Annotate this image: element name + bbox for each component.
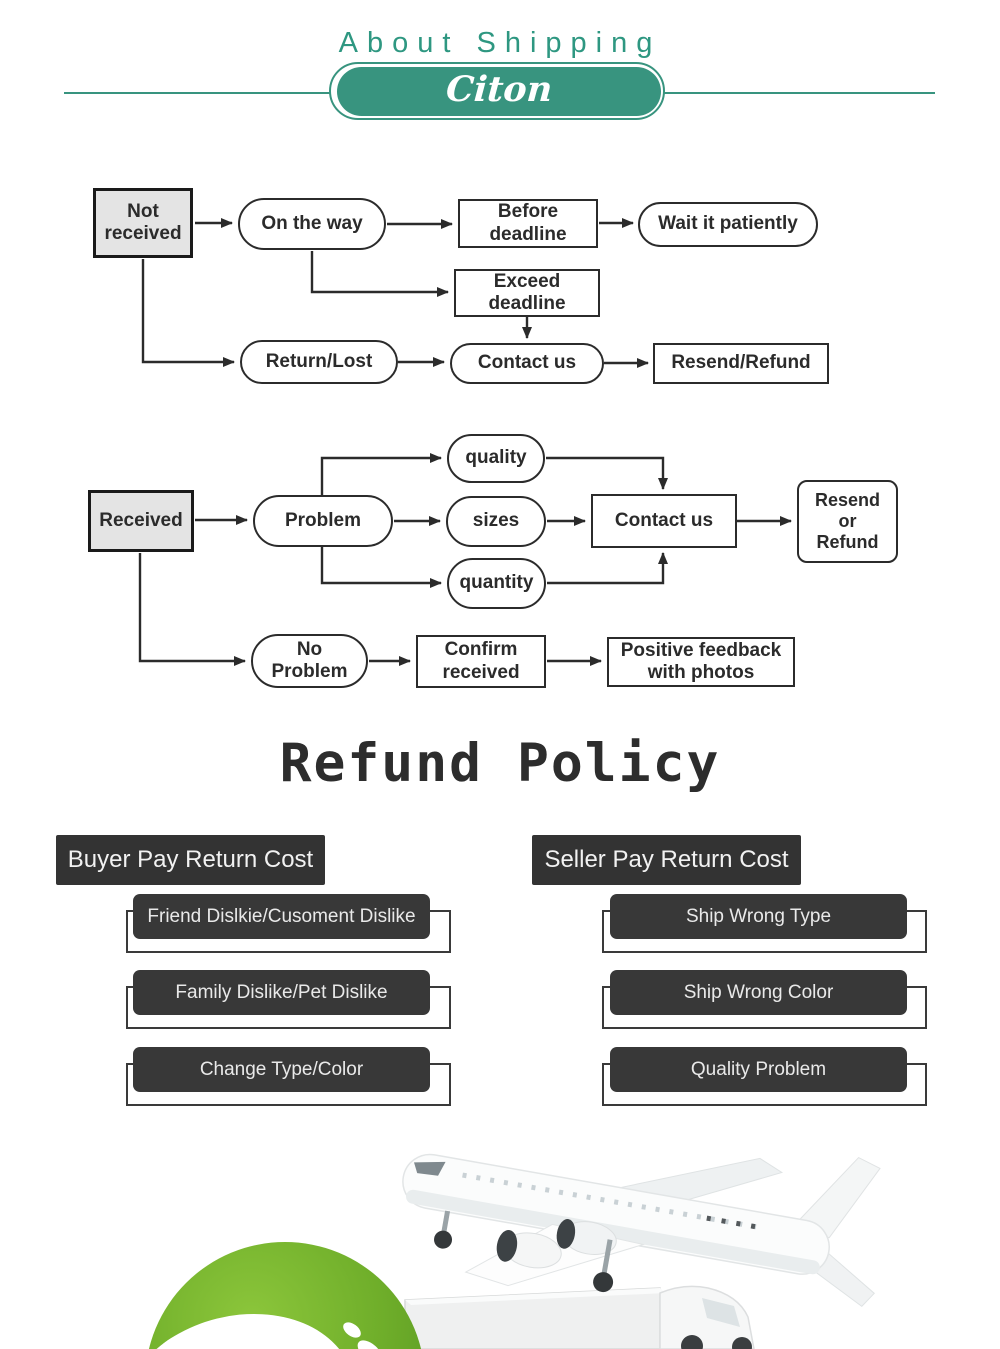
flow-node-no-problem: No Problem — [251, 634, 368, 688]
flow-node-quality: quality — [447, 434, 545, 483]
flow-node-contact-us-2: Contact us — [591, 494, 737, 548]
flow-node-confirm-received: Confirm received — [416, 635, 546, 688]
truck-illustration — [405, 1286, 754, 1349]
flow-node-on-the-way: On the way — [238, 198, 386, 250]
buyer-item-3: Change Type/Color — [133, 1047, 430, 1092]
flow-node-received: Received — [88, 490, 194, 552]
seller-item-1: Ship Wrong Type — [610, 894, 907, 939]
flow-node-quantity: quantity — [447, 558, 546, 609]
shipping-illustration — [0, 1089, 1000, 1349]
buyer-pay-header: Buyer Pay Return Cost — [56, 835, 325, 885]
flow-node-return-lost: Return/Lost — [240, 340, 398, 384]
flow-node-positive-feedback: Positive feedback with photos — [607, 637, 795, 687]
flow-node-contact-us-1: Contact us — [450, 343, 604, 384]
about-shipping-heading: About Shipping — [338, 27, 662, 59]
flow-node-problem: Problem — [253, 495, 393, 547]
flow-node-wait-it-patiently: Wait it patiently — [638, 202, 818, 247]
flow-node-not-received: Not received — [93, 188, 193, 258]
buyer-item-2: Family Dislike/Pet Dislike — [133, 970, 430, 1015]
buyer-item-1: Friend Dislkie/Cusoment Dislike — [133, 894, 430, 939]
flow-node-sizes: sizes — [446, 496, 546, 547]
flow-node-resend-refund: Resend/Refund — [653, 343, 829, 384]
flow-node-resend-or-refund: Resend or Refund — [797, 480, 898, 563]
flow-node-exceed-deadline: Exceed deadline — [454, 269, 600, 317]
globe-illustration — [102, 1242, 425, 1349]
brand-name: Citon — [444, 69, 554, 110]
seller-item-2: Ship Wrong Color — [610, 970, 907, 1015]
seller-item-3: Quality Problem — [610, 1047, 907, 1092]
seller-pay-header: Seller Pay Return Cost — [532, 835, 801, 885]
flow-node-before-deadline: Before deadline — [458, 199, 598, 248]
refund-policy-title: Refund Policy — [279, 733, 721, 794]
